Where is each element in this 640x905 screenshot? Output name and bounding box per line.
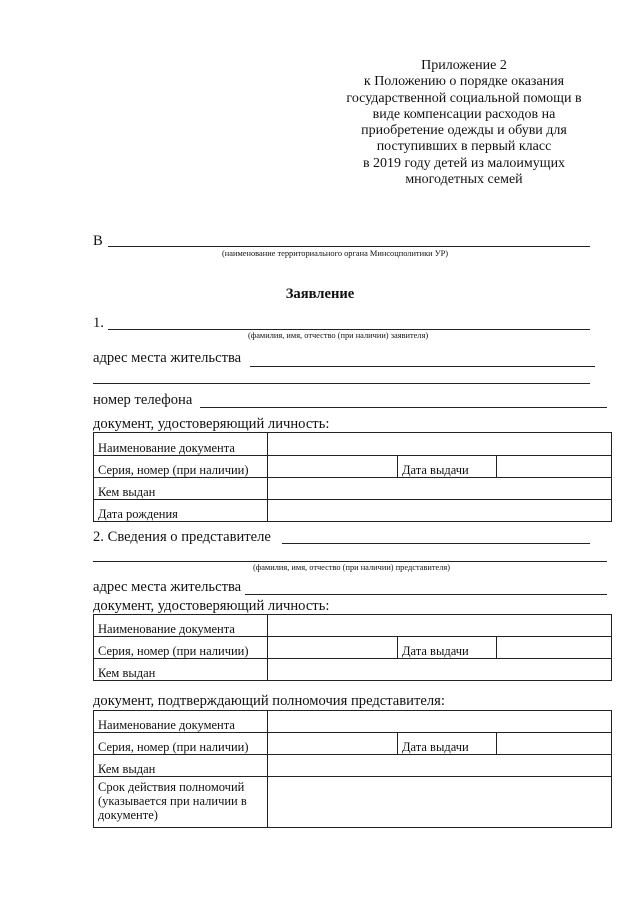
applicant-name-hint: (фамилия, имя, отчество (при наличии) заявителя) bbox=[248, 331, 429, 340]
header-line: государственной социальной помощи в bbox=[346, 90, 582, 106]
representative-name-hint: (фамилия, имя, отчество (при наличии) представителя) bbox=[253, 563, 451, 572]
doc-name-label: Наименование документа bbox=[94, 711, 268, 733]
series-field[interactable] bbox=[268, 733, 398, 755]
header-line: поступивших в первый класс bbox=[376, 139, 552, 155]
addressee-label: В bbox=[93, 233, 103, 249]
table-row bbox=[94, 659, 612, 681]
table-row bbox=[94, 755, 612, 777]
table-row bbox=[94, 433, 612, 456]
representative-name-field[interactable] bbox=[282, 543, 590, 544]
doc-name-label: Наименование документа bbox=[94, 615, 268, 637]
issue-date-label: Дата выдачи bbox=[398, 733, 497, 755]
representative-document-table bbox=[93, 614, 612, 681]
applicant-phone-label: номер телефона bbox=[93, 392, 193, 408]
table-row bbox=[94, 733, 612, 755]
validity-label: Срок действия полномочий (указывается при наличии в документе) bbox=[94, 777, 268, 828]
doc-name-field[interactable] bbox=[268, 711, 612, 733]
applicant-address-field-2[interactable] bbox=[93, 383, 590, 384]
table-row bbox=[94, 777, 612, 828]
series-field[interactable] bbox=[268, 637, 398, 659]
issue-date-label: Дата выдачи bbox=[398, 456, 497, 478]
representative-doc-label: документ, удостоверяющий личность: bbox=[93, 598, 330, 614]
issue-date-field[interactable] bbox=[497, 456, 612, 478]
issued-by-field[interactable] bbox=[268, 659, 612, 681]
issued-by-label: Кем выдан bbox=[94, 755, 268, 777]
header-line: приобретение одежды и обуви для bbox=[361, 123, 567, 139]
header-line: многодетных семей bbox=[405, 172, 523, 188]
series-label: Серия, номер (при наличии) bbox=[94, 733, 268, 755]
applicant-doc-label: документ, удостоверяющий личность: bbox=[93, 416, 330, 432]
doc-name-field[interactable] bbox=[268, 615, 612, 637]
doc-name-label: Наименование документа bbox=[94, 433, 268, 456]
birth-date-label: Дата рождения bbox=[94, 500, 268, 522]
table-row bbox=[94, 615, 612, 637]
applicant-number: 1. bbox=[93, 315, 104, 331]
issued-by-label: Кем выдан bbox=[94, 659, 268, 681]
applicant-document-table bbox=[93, 432, 612, 522]
representative-address-label: адрес места жительства bbox=[93, 579, 242, 595]
validity-field[interactable] bbox=[268, 777, 612, 828]
header-line: к Положению о порядке оказания bbox=[363, 74, 565, 90]
addressee-hint: (наименование территориального органа Минсоцполитики УР) bbox=[222, 249, 449, 258]
doc-name-field[interactable] bbox=[268, 433, 612, 456]
header-line: виде компенсации расходов на bbox=[372, 106, 556, 122]
issued-by-label: Кем выдан bbox=[94, 478, 268, 500]
series-label: Серия, номер (при наличии) bbox=[94, 637, 268, 659]
applicant-name-field[interactable] bbox=[108, 329, 590, 330]
table-row bbox=[94, 711, 612, 733]
table-row bbox=[94, 456, 612, 478]
table-row bbox=[94, 478, 612, 500]
addressee-field[interactable] bbox=[108, 246, 590, 247]
table-row bbox=[94, 637, 612, 659]
representative-heading: 2. Сведения о представителе bbox=[93, 529, 271, 545]
applicant-address-label: адрес места жительства bbox=[93, 350, 242, 366]
header-line: в 2019 году детей из малоимущих bbox=[362, 155, 566, 171]
issued-by-field[interactable] bbox=[268, 755, 612, 777]
applicant-address-field[interactable] bbox=[250, 366, 595, 367]
appendix-header bbox=[330, 58, 598, 188]
issue-date-field[interactable] bbox=[497, 733, 612, 755]
series-label: Серия, номер (при наличии) bbox=[94, 456, 268, 478]
representative-address-field[interactable] bbox=[245, 594, 607, 595]
issue-date-label: Дата выдачи bbox=[398, 637, 497, 659]
birth-date-field[interactable] bbox=[268, 500, 612, 522]
table-row bbox=[94, 500, 612, 522]
header-line: Приложение 2 bbox=[421, 58, 507, 73]
series-field[interactable] bbox=[268, 456, 398, 478]
representative-name-field-2[interactable] bbox=[93, 561, 607, 562]
authority-doc-label: документ, подтверждающий полномочия представителя: bbox=[93, 693, 445, 709]
applicant-phone-field[interactable] bbox=[200, 407, 607, 408]
issue-date-field[interactable] bbox=[497, 637, 612, 659]
issued-by-field[interactable] bbox=[268, 478, 612, 500]
page-title: Заявление bbox=[285, 286, 355, 302]
authority-document-table bbox=[93, 710, 612, 828]
